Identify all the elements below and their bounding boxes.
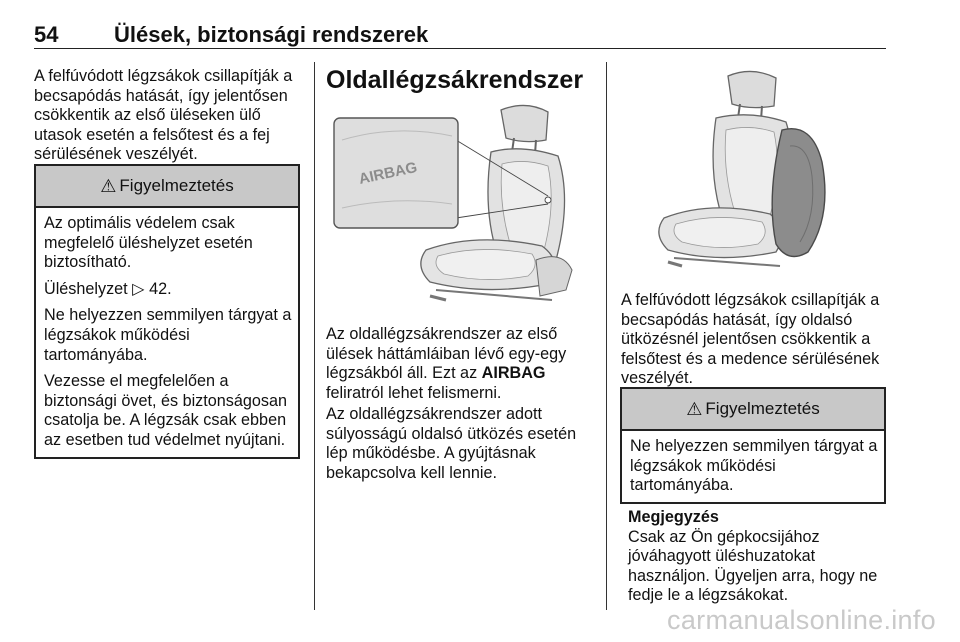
warning-text-2 [44, 280, 292, 300]
note-block [628, 508, 884, 606]
warning-title: Figyelmeztetés [705, 399, 820, 418]
column-divider-2 [606, 62, 607, 610]
warning-header [622, 389, 884, 431]
warning-text-1: Az optimális védelem csak megfelelő üléshelyzet esetén biztosítható. [44, 214, 253, 272]
seat-position-label: Üléshelyzet [44, 279, 133, 298]
description-paragraph [326, 325, 582, 403]
warning-text-4: Vezesse el megfelelően a biztonsági övet, és biztonságosan csatolja be. A légzsák csak ebben az esetben tud védelmet nyújtani. [44, 372, 287, 449]
airbag-label: AIRBAG [357, 158, 419, 188]
warning-text-3: Ne helyezzen semmilyen tárgyat a légzsákok működési tartományába. [44, 306, 292, 364]
warning-title: Figyelmeztetés [119, 176, 234, 195]
warning-box-1 [34, 164, 300, 459]
warning-triangle-icon: ⚠ [686, 398, 703, 419]
page-number: 54 [34, 22, 59, 47]
chapter-title: Ülések, biztonsági rendszerek [114, 22, 429, 47]
description-text-end: feliratról lehet felismerni. [326, 383, 502, 402]
page-reference-link[interactable]: 42. [149, 279, 172, 298]
warning-body [36, 208, 298, 457]
warning-body [622, 431, 884, 502]
column-divider-1 [314, 62, 315, 610]
inflated-side-airbag-illustration [620, 66, 882, 278]
warning-header [36, 166, 298, 208]
intro-paragraph: A felfúvódott légzsákok csillapítják a becsapódás hatását, így jelentősen csökkentik az első üléseken ülő utasok esetén a felsőtest és a fej sérülésének veszélyét. [34, 67, 293, 164]
warning-triangle-icon: ⚠ [100, 175, 117, 196]
side-airbag-seat-illustration [326, 100, 596, 312]
section-title: Oldallégzsákrendszer [326, 66, 584, 94]
page-header [34, 14, 886, 49]
reference-arrow-icon: ▷ [132, 279, 145, 298]
description-text-start: Az oldallégzsákrendszer az első ülések háttámláiban lévő egy-egy légzsákból áll. Ezt az [326, 325, 567, 383]
warning-text: Ne helyezzen semmilyen tárgyat a légzsákok működési tartományába. [630, 437, 878, 495]
airbag-bold-label: AIRBAG [481, 364, 546, 383]
note-text: Csak az Ön gépkocsijához jóváhagyott üléshuzatokat használjon. Ügyeljen arra, hogy ne fedje le a légzsákokat. [628, 527, 878, 605]
note-title: Megjegyzés [628, 508, 719, 526]
warning-box-2 [620, 387, 886, 504]
watermark: carmanualsonline.info [667, 605, 936, 635]
activation-paragraph: Az oldallégzsákrendszer adott súlyosságú oldalsó ütközés esetén lép működésbe. A gyújtásnak bekapcsolva kell lennie. [326, 405, 577, 482]
inflated-airbag-paragraph: A felfúvódott légzsákok csillapítják a becsapódás hatását, így oldalsó ütközésnél jelentősen csökkentik a felsőtest és a medence sérülésének veszélyét. [621, 291, 880, 388]
